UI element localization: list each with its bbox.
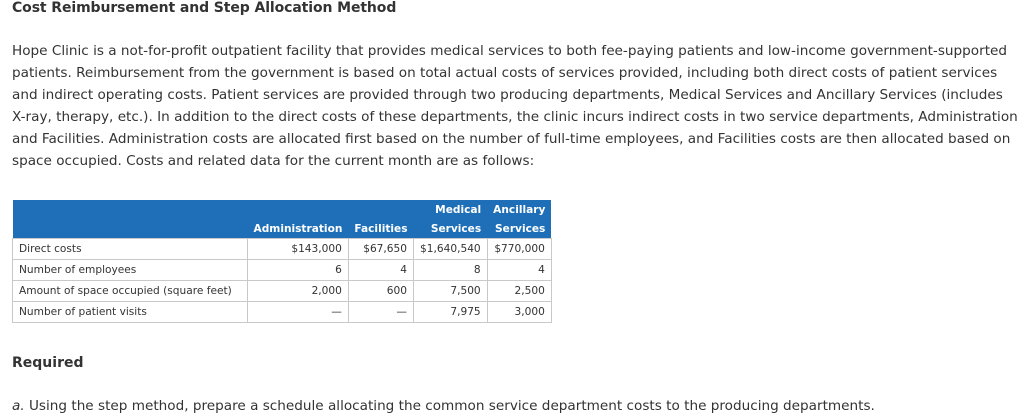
table-header-row-2	[13, 219, 552, 239]
cell-value: $67,650	[348, 239, 413, 260]
problem-description: Hope Clinic is a not-for-profit outpatient facility that provides medical services to both fee-paying patients and low-income government-supported patients. Reimbursement from the government is based on total actual costs of services provided, including both direct costs of patient services and indirect operating costs. Patient services are provided through two producing departments, Medical Services and Ancillary Services (includes X-ray, therapy, etc.). In addition to the direct costs of these departments, the clinic incurs indirect costs in two service departments, Administration and Facilities. Administration costs are allocated first based on the number of full-time employees, and Facilities costs are then allocated based on space occupied. Costs and related data for the current month are as follows:	[12, 43, 1018, 169]
table-row	[13, 239, 552, 260]
cost-data-table-container	[12, 200, 552, 323]
cell-value: 600	[348, 281, 413, 302]
cell-value: 4	[487, 260, 551, 281]
cell-value: $770,000	[487, 239, 551, 260]
table-row	[13, 281, 552, 302]
header-services: Services	[414, 219, 488, 239]
cell-value: $1,640,540	[414, 239, 488, 260]
cell-value: 2,500	[487, 281, 551, 302]
question-a	[12, 398, 875, 414]
header-cell	[13, 200, 248, 219]
row-label: Number of employees	[13, 260, 248, 281]
row-label: Amount of space occupied (square feet)	[13, 281, 248, 302]
header-cell	[13, 219, 248, 239]
cell-value: 3,000	[487, 302, 551, 323]
table-row	[13, 260, 552, 281]
table-header-row-1	[13, 200, 552, 219]
header-medical: Medical	[414, 200, 488, 219]
header-administration: Administration	[248, 219, 349, 239]
cell-value: —	[248, 302, 349, 323]
table-row	[13, 302, 552, 323]
cell-value: 8	[414, 260, 488, 281]
page-title: Cost Reimbursement and Step Allocation Method	[12, 0, 397, 16]
cell-value: 7,500	[414, 281, 488, 302]
cell-value: 2,000	[248, 281, 349, 302]
cell-value: $143,000	[248, 239, 349, 260]
question-text: Using the step method, prepare a schedule allocating the common service department costs to the producing departments.	[28, 398, 875, 414]
cell-value: 7,975	[414, 302, 488, 323]
required-heading: Required	[12, 355, 84, 371]
header-cell	[348, 200, 413, 219]
header-facilities: Facilities	[348, 219, 413, 239]
row-label: Number of patient visits	[13, 302, 248, 323]
question-letter: a.	[12, 398, 25, 414]
cell-value: 4	[348, 260, 413, 281]
cell-value: 6	[248, 260, 349, 281]
header-ancillary: Ancillary	[487, 200, 551, 219]
header-services: Services	[487, 219, 551, 239]
header-cell	[248, 200, 349, 219]
cost-data-table	[12, 200, 552, 323]
cell-value: —	[348, 302, 413, 323]
row-label: Direct costs	[13, 239, 248, 260]
